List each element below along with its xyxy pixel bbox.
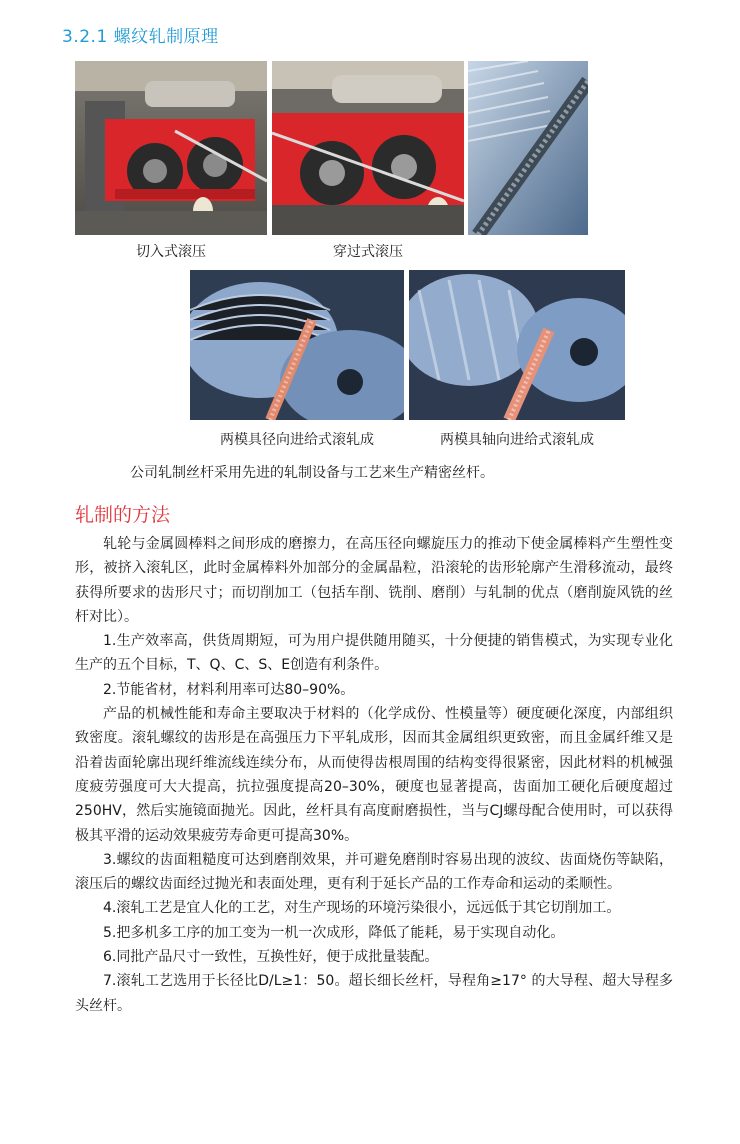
photo-thread-closeup [468, 61, 588, 235]
paragraph: 6.同批产品尺寸一致性，互换性好，便于成批量装配。 [103, 949, 439, 966]
photo-axial-feed-dies [409, 270, 625, 420]
paragraph: 产品的机械性能和寿命主要取决于材料的（化学成份、性模量等）硬度硬化深度，内部组织致密度。滚轧螺纹的齿形是在高强压力下平轧成形，因而其金属组织更致密，而且金属纤维又是沿着齿面轮廓出现纤维流线连续分布，从而使得齿根周围的结构变得很紧密，因此材料的机械强度疲劳强度可大大提高，抗拉强度提高20–30%，硬度也显著提高，齿面加工硬化后硬度超过250HV，然后实施镜面抛光。因此，丝杆具有高度耐磨损性，当与CJ螺母配合使用时，可以获得极其平滑的运动效果疲劳寿命更可提高30%。 [75, 706, 673, 844]
caption-throughfeed-rolling: 穿过式滚压 [333, 244, 403, 260]
intro-text: 公司轧制丝杆采用先进的轧制设备与工艺来生产精密丝杆。 [130, 465, 494, 481]
body-text [75, 532, 673, 1018]
photo-radial-feed-dies [190, 270, 404, 420]
photo-throughfeed-rolling [272, 61, 464, 235]
caption-axial-feed-dies: 两模具轴向进给式滚轧成 [440, 432, 594, 448]
caption-infeed-rolling: 切入式滚压 [136, 244, 206, 260]
paragraph: 轧轮与金属圆棒料之间形成的磨擦力，在高压径向螺旋压力的推动下使金属棒料产生塑性变形，被挤入滚轧区，此时金属棒料外加部分的金属晶粒，沿滚轮的齿形轮廓产生滑移流动，最终获得所要求的齿形尺寸；而切削加工（包括车削、铣削、磨削）与轧制的优点（磨削旋风铣的丝杆对比）。 [75, 536, 673, 625]
paragraph: 7.滚轧工艺选用于长径比D/L≥1：50。超长细长丝杆，导程角≥17° 的大导程、超大导程多头丝杆。 [75, 973, 673, 1014]
paragraph: 5.把多机多工序的加工变为一机一次成形，降低了能耗，易于实现自动化。 [103, 924, 565, 941]
photo-infeed-rolling [75, 61, 267, 235]
paragraph: 4.滚轧工艺是宜人化的工艺，对生产现场的环境污染很小，远远低于其它切削加工。 [103, 900, 621, 917]
section-title: 3.2.1 螺纹轧制原理 [62, 27, 219, 47]
paragraph: 3.螺纹的齿面粗糙度可达到磨削效果，并可避免磨削时容易出现的波纹、齿面烧伤等缺陷，滚压后的螺纹齿面经过抛光和表面处理，更有利于延长产品的工作寿命和运动的柔顺性。 [75, 851, 673, 893]
caption-radial-feed-dies: 两模具径向进给式滚轧成 [220, 432, 374, 448]
paragraph: 1.生产效率高，供货周期短，可为用户提供随用随买，十分便捷的销售模式，为实现专业化生产的五个目标，T、Q、C、S、E创造有利条件。 [75, 633, 673, 674]
rolling-method-heading: 轧制的方法 [75, 504, 171, 526]
paragraph: 2.节能省材，材料利用率可达80–90%。 [103, 681, 355, 698]
